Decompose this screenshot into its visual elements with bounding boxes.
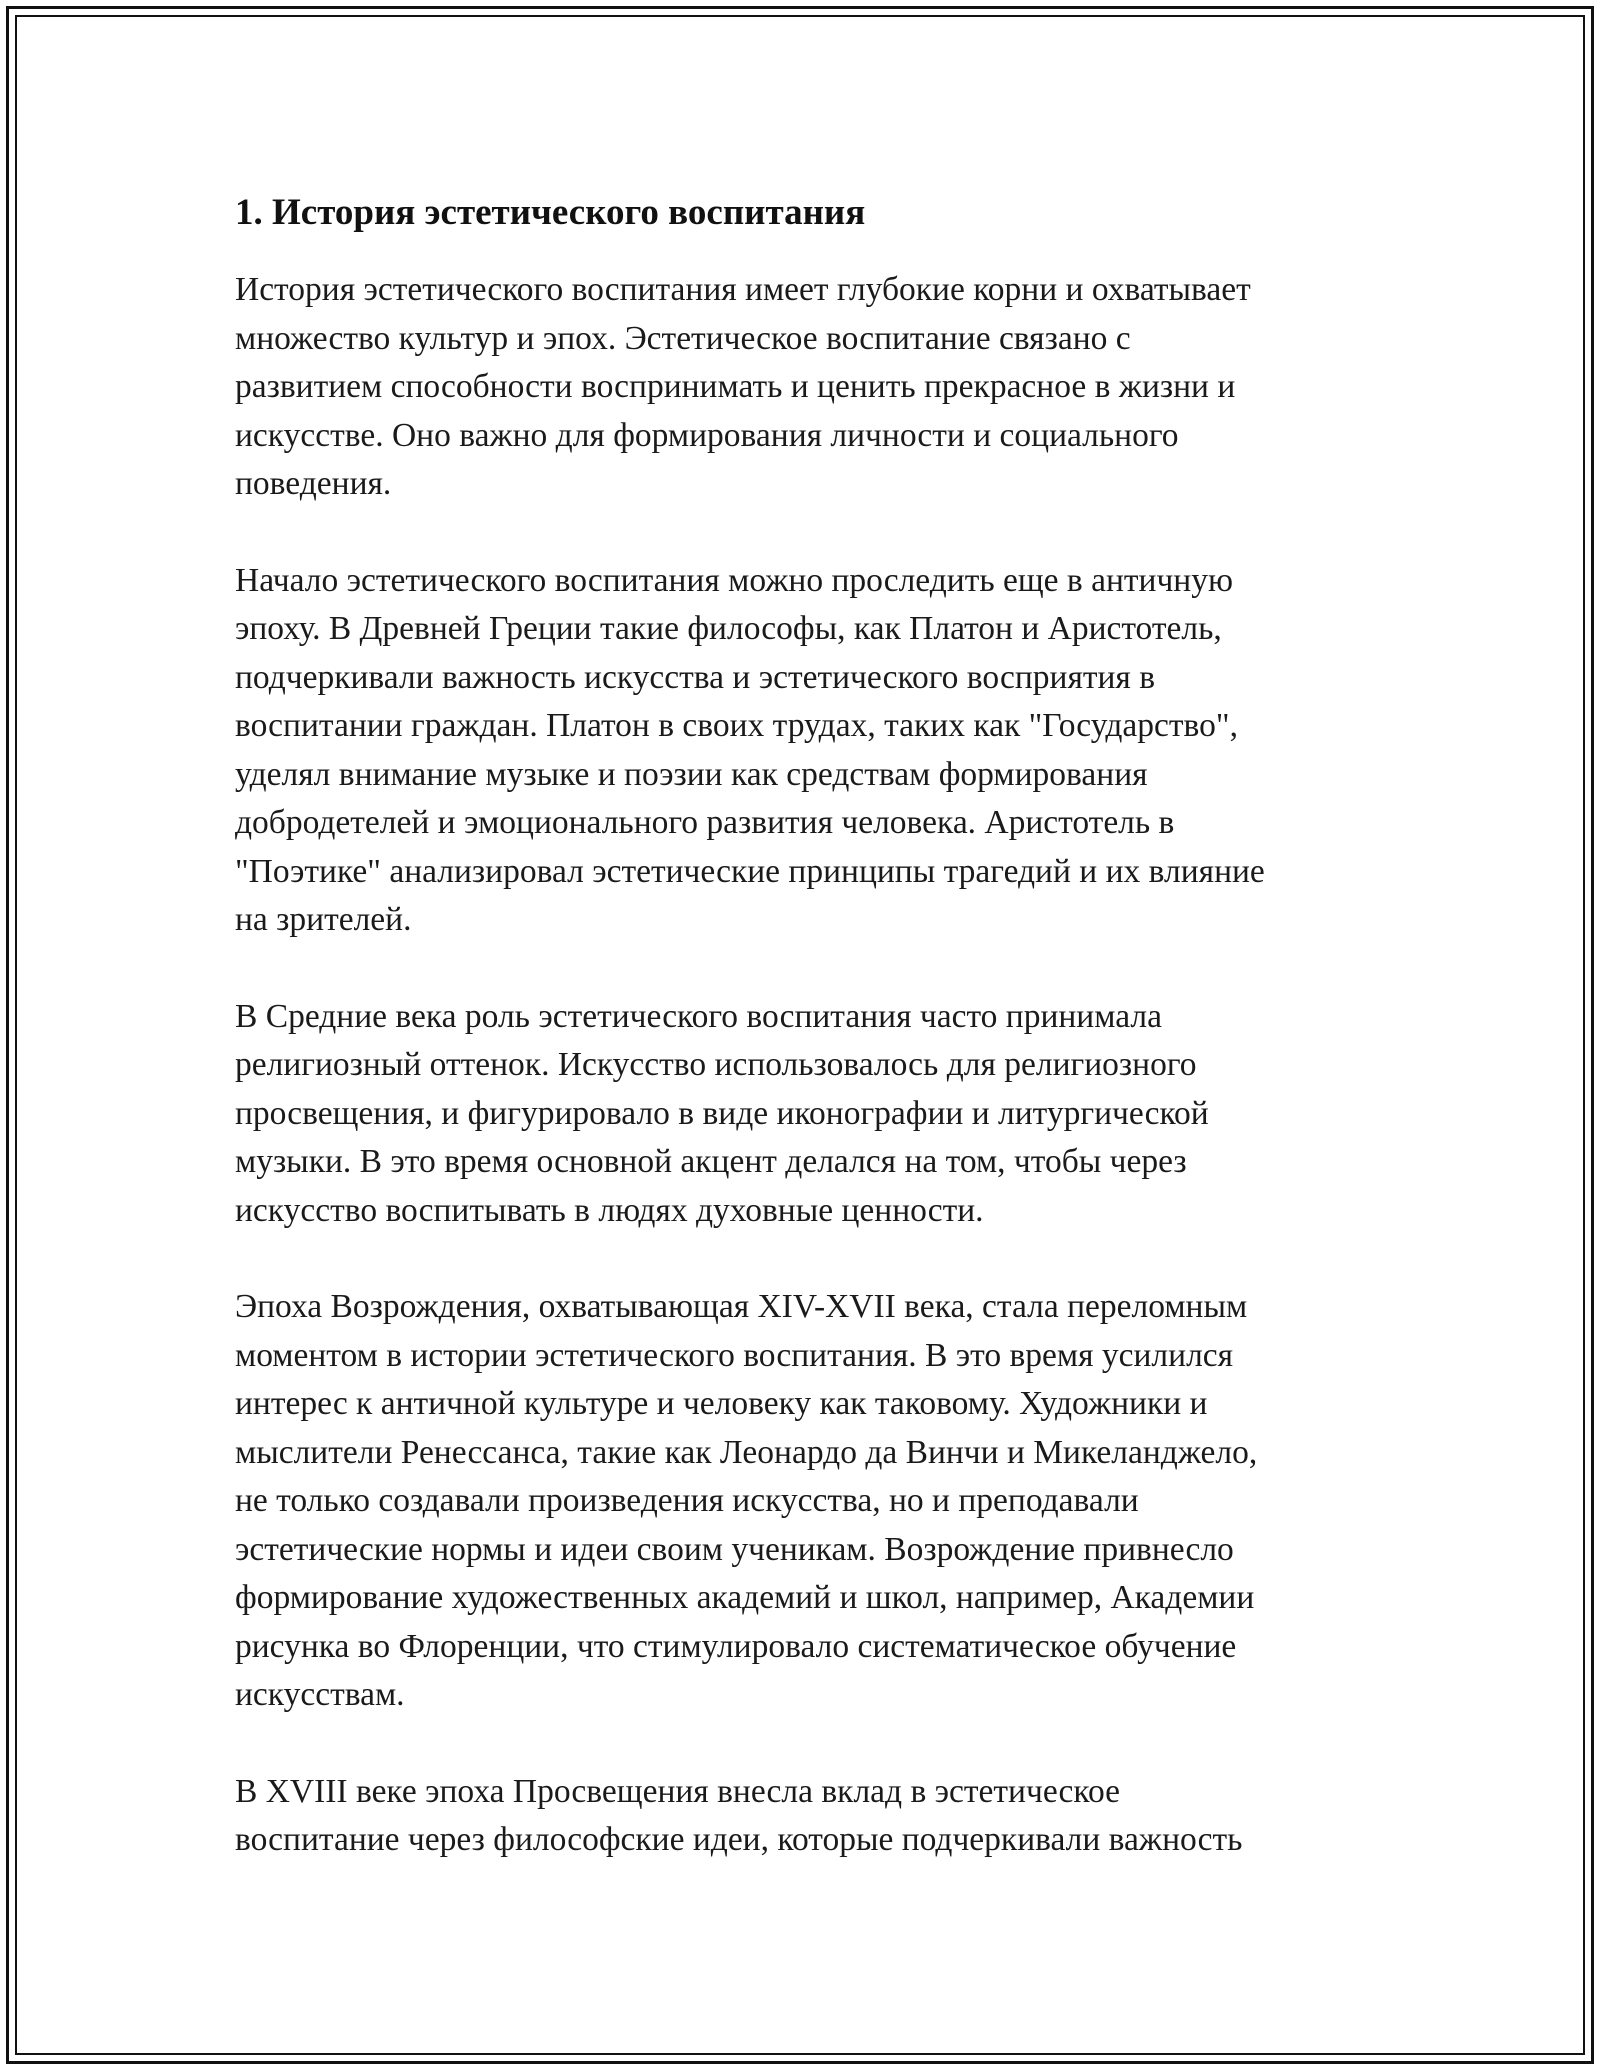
paragraph-enlightenment: В XVIII веке эпоха Просвещения внесла вклад в эстетическое воспитание через философские идеи, которые подчеркивали важность: [235, 1772, 1243, 1858]
section-heading: 1. История эстетического воспитания: [235, 192, 866, 233]
document-body: [235, 188, 1385, 1913]
paragraph-intro: История эстетического воспитания имеет глубокие корни и охватывает множество культур и эпох. Эстетическое воспитание связано с развитием способности воспринимать и ценить прекрасное в жизни и искусстве. Оно важно для формирования личности и социального поведения.: [235, 271, 1251, 502]
paragraph-middle-ages: В Средние века роль эстетического воспитания часто принимала религиозный оттенок. Искусство использовалось для религиозного просвещения, и фигурировало в виде иконографии и литургической музыки. В это время основной акцент делался на том, чтобы через искусство воспитывать в людях духовные ценности.: [235, 997, 1209, 1229]
paragraph-renaissance: Эпоха Возрождения, охватывающая XIV-XVII века, стала переломным моментом в истории эстетического воспитания. В это время усилился интерес к античной культуре и человеку как таковому. Художники и мыслители Ренессанса, такие как Леонардо да Винчи и Микеланджело, не только создавали произведения искусства, но и преподавали эстетические нормы и идеи своим ученикам. Возрождение привнесло формирование художественных академий и школ, например, Академии рисунка во Флоренции, что стимулировало систематическое обучение искусствам.: [235, 1288, 1258, 1713]
paragraph-antiquity: Начало эстетического воспитания можно проследить еще в античную эпоху. В Древней Греции такие философы, как Платон и Аристотель, подчеркивали важность искусства и эстетического восприятия в воспитании граждан. Платон в своих трудах, таких как "Государство", уделял внимание музыке и поэзии как средствам формирования добродетелей и эмоционального развития человека. Аристотель в "Поэтике" анализировал эстетические принципы трагедий и их влияние на зрителей.: [235, 561, 1265, 938]
